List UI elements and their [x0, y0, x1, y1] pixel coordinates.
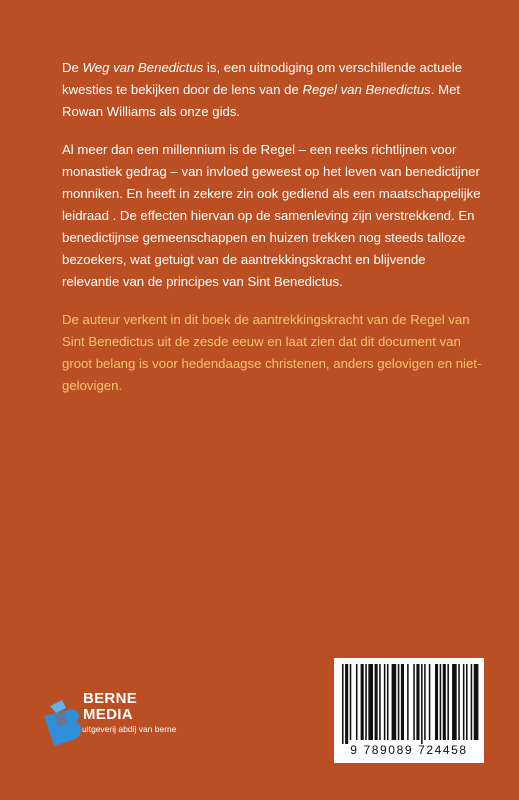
publisher-tagline: uitgeverij abdij van berne: [82, 724, 177, 734]
barcode-bar: [452, 664, 457, 740]
barcode-bar: [375, 664, 378, 740]
isbn-number: 9 789089 724458: [350, 743, 468, 757]
barcode-bar: [463, 664, 465, 740]
publisher-logo: [40, 690, 180, 752]
barcode-bars: [334, 658, 484, 744]
book-title-italic: Weg van Benedictus: [82, 60, 204, 75]
barcode-bar: [365, 664, 367, 740]
barcode-bar: [421, 664, 423, 744]
barcode-bar: [345, 664, 348, 744]
intro-paragraph: [62, 57, 482, 123]
barcode-bar: [474, 664, 479, 740]
barcode-bar: [407, 664, 409, 740]
intro-text-end: . Met Rowan Williams als onze gids.: [62, 82, 461, 119]
publisher-name-line1: BERNE: [83, 690, 138, 707]
barcode-bar: [384, 664, 386, 740]
barcode-bar: [342, 664, 344, 744]
barcode-bar: [440, 664, 442, 740]
isbn-barcode: [334, 658, 484, 763]
barcode-bar: [387, 664, 389, 740]
barcode-bar: [416, 664, 419, 740]
barcode-bar: [413, 664, 415, 740]
barcode-bar: [350, 664, 352, 740]
barcode-bar: [471, 664, 473, 740]
barcode-bar: [401, 664, 404, 740]
publisher-name-line2: MEDIA: [83, 706, 133, 723]
author-paragraph: De auteur verkent in dit boek de aantrekkingskracht van de Regel van Sint Benedictus uit de zesde eeuw en laat zien dat dit document van groot belang is voor hedendaagse christenen, anders gelovigen en niet-gelovigen.: [62, 312, 482, 393]
intro-text-middle: is, een uitnodiging om verschillende actuele kwesties te bekijken door de lens van de: [62, 60, 463, 97]
barcode-bar: [424, 664, 426, 740]
barcode-bar: [361, 664, 364, 740]
barcode-bar: [447, 664, 449, 740]
rule-title-italic: Regel van Benedictus: [302, 82, 431, 97]
barcode-bar: [435, 664, 438, 740]
intro-text-start: De: [62, 60, 83, 75]
barcode-bar: [466, 664, 468, 740]
barcode-bar: [368, 664, 373, 740]
barcode-bar: [443, 664, 446, 740]
barcode-bar: [429, 664, 431, 740]
barcode-bar: [398, 664, 400, 740]
history-paragraph: Al meer dan een millennium is de Regel – een reeks richtlijnen voor monastiek gedrag – van invloed geweest op het leven van benedictijner monniken. En heeft in zekere zin ook gediend als een maatschappelijke leidraad . De effecten hiervan op de samenleving zijn verstrekkend. En benedictijnse gemeenschappen en huizen trekken nog steeds talloze bezoekers, wat getuigt van de aantrekkingskracht en blijvende relevantie van de principes van Sint Benedictus.: [62, 142, 481, 289]
barcode-bar: [356, 664, 358, 740]
berne-media-logo-icon: [40, 694, 84, 750]
barcode-bar: [458, 664, 460, 740]
barcode-bar: [392, 664, 397, 740]
barcode-bar: [379, 664, 381, 740]
